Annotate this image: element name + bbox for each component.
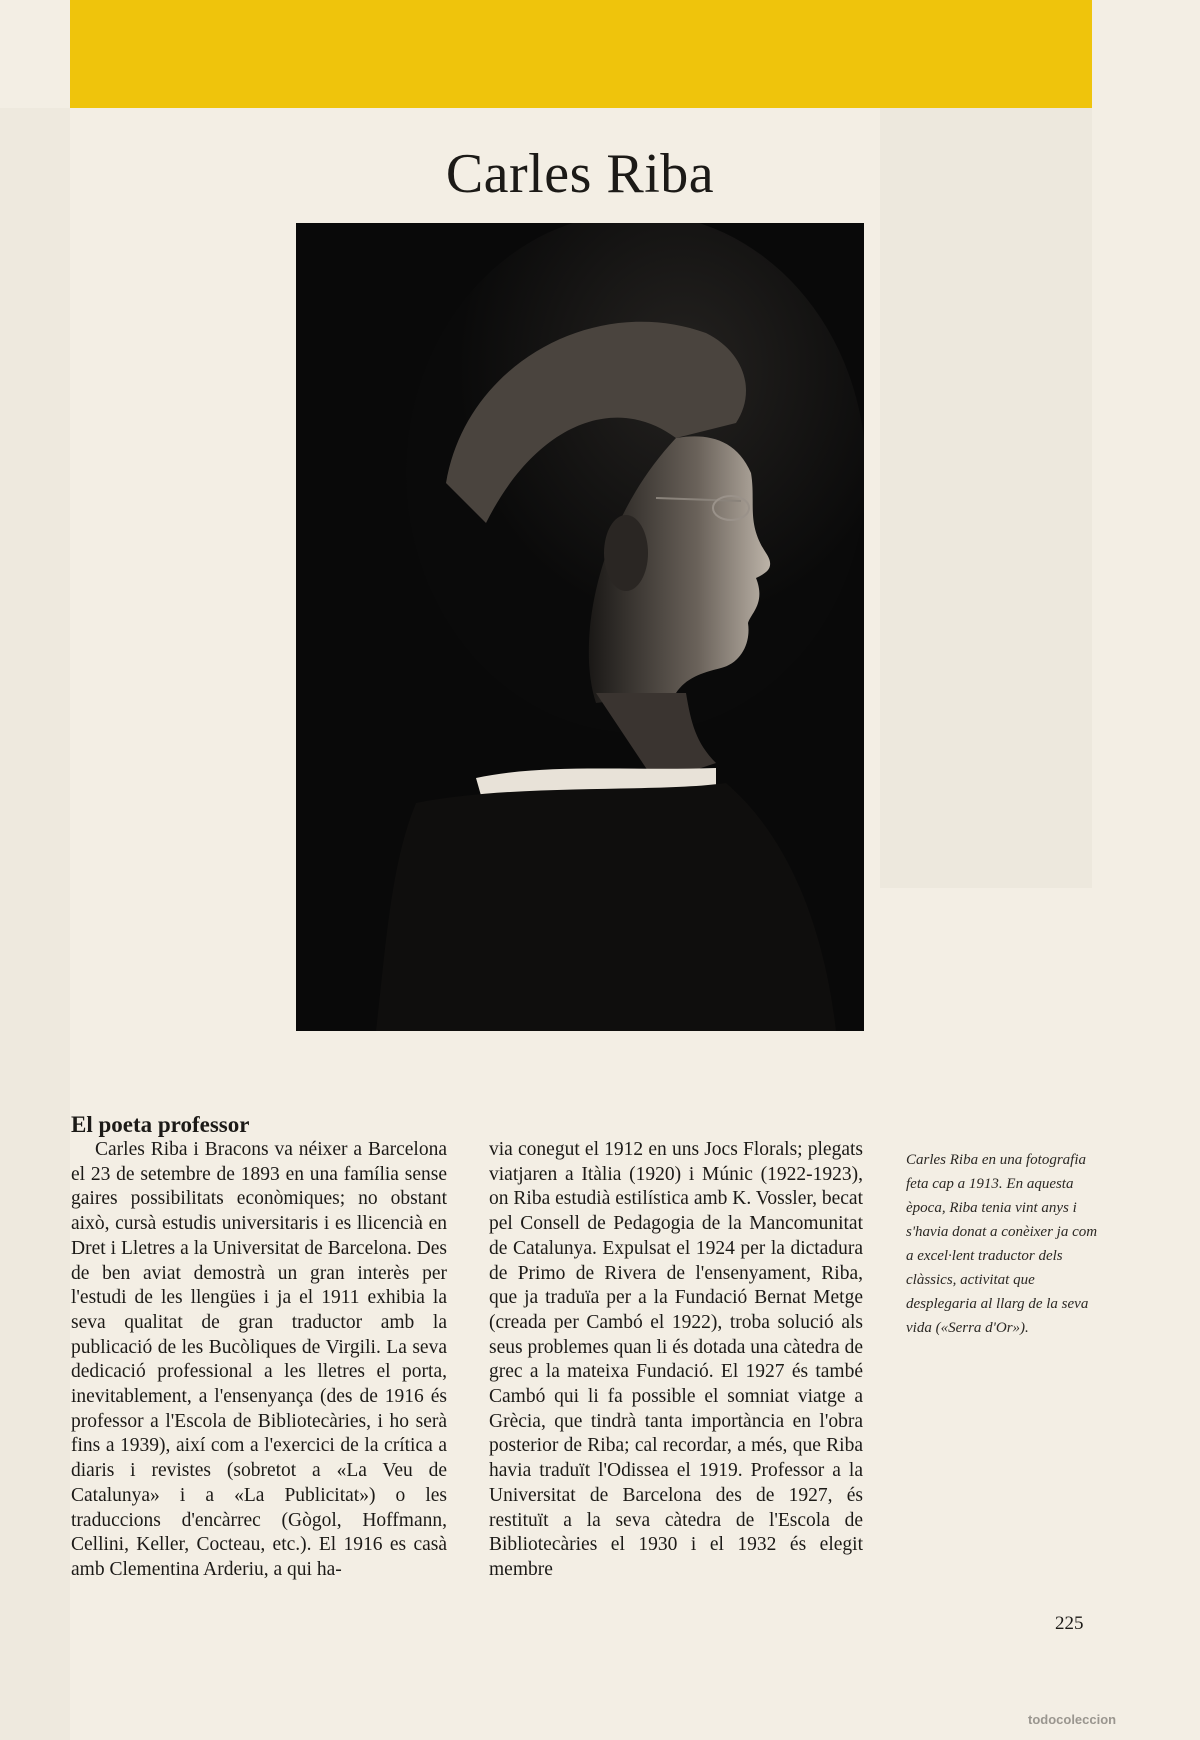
photo-caption: Carles Riba en una fotografia feta cap a 1913. En aquesta època, Riba tenia vint anys i s'havia donat a conèixer ja com a excel·lent traductor dels clàssics, activitat que desplegaria al llarg de la seva vida («Serra d'Or»).: [906, 1152, 1098, 1336]
watermark: todocoleccion: [1028, 1712, 1117, 1727]
body-column-2: via conegut el 1912 en uns Jocs Florals; plegats viatjaren a Itàlia (1920) i Múnic (1922-1923), on Riba estudià estilística amb K. Vossler, becat pel Consell de Pedagogia de la Mancomunitat de Catalunya. Expulsat el 1924 per la dictadura de Primo de Rivera de l'ensenyament, Riba, que ja traduïa per a la Fundació Bernat Metge (creada per Cambó el 1922), troba solució als seus problemes quan li és dotada una càtedra de grec a la mateixa Fundació. El 1927 és també Cambó qui li fa possible el somniat viatge a Grècia, que tindrà tanta importància en l'obra posterior de Riba; cal recordar, a més, que Riba havia traduït l'Odissea el 1919. Professor a la Universitat de Barcelona des de 1927, és restituït a la seva càtedra de l'Escola de Bibliotecàries el 1930 i el 1932 és elegit membre: [489, 1139, 863, 1580]
portrait-photo: [296, 223, 864, 1031]
section-heading: El poeta professor: [71, 1112, 250, 1137]
page-number: 225: [1055, 1613, 1084, 1634]
body-column-1: Carles Riba i Bracons va néixer a Barcelona el 23 de setembre de 1893 en una família sense gaires possibilitats econòmiques; no obstant això, cursà estudis universitaris i es llicencià en Dret i Lletres a la Universitat de Barcelona. Des de ben aviat demostrà un gran interès per l'estudi de les llengües i ja el 1911 exhibia la seva qualitat de gran traductor amb la publicació de les Bucòliques de Virgili. La seva dedicació professional a les lletres el porta, inevitablement, a l'ensenyança (des de 1916 és professor a l'Escola de Bibliotecàries, i ho serà fins a 1939), així com a l'exercici de la crítica a diaris i revistes (sobretot a «La Veu de Catalunya» i a «La Publicitat») o les traduccions d'encàrrec (Gògol, Hoffmann, Cellini, Keller, Cocteau, etc.). El 1916 es casà amb Clementina Arderiu, a qui ha-: [71, 1139, 447, 1580]
bleed-through-area: [880, 108, 1092, 888]
previous-page-bleed: [0, 108, 70, 1740]
top-color-band: [70, 0, 1092, 108]
article-title: Carles Riba: [445, 143, 715, 205]
